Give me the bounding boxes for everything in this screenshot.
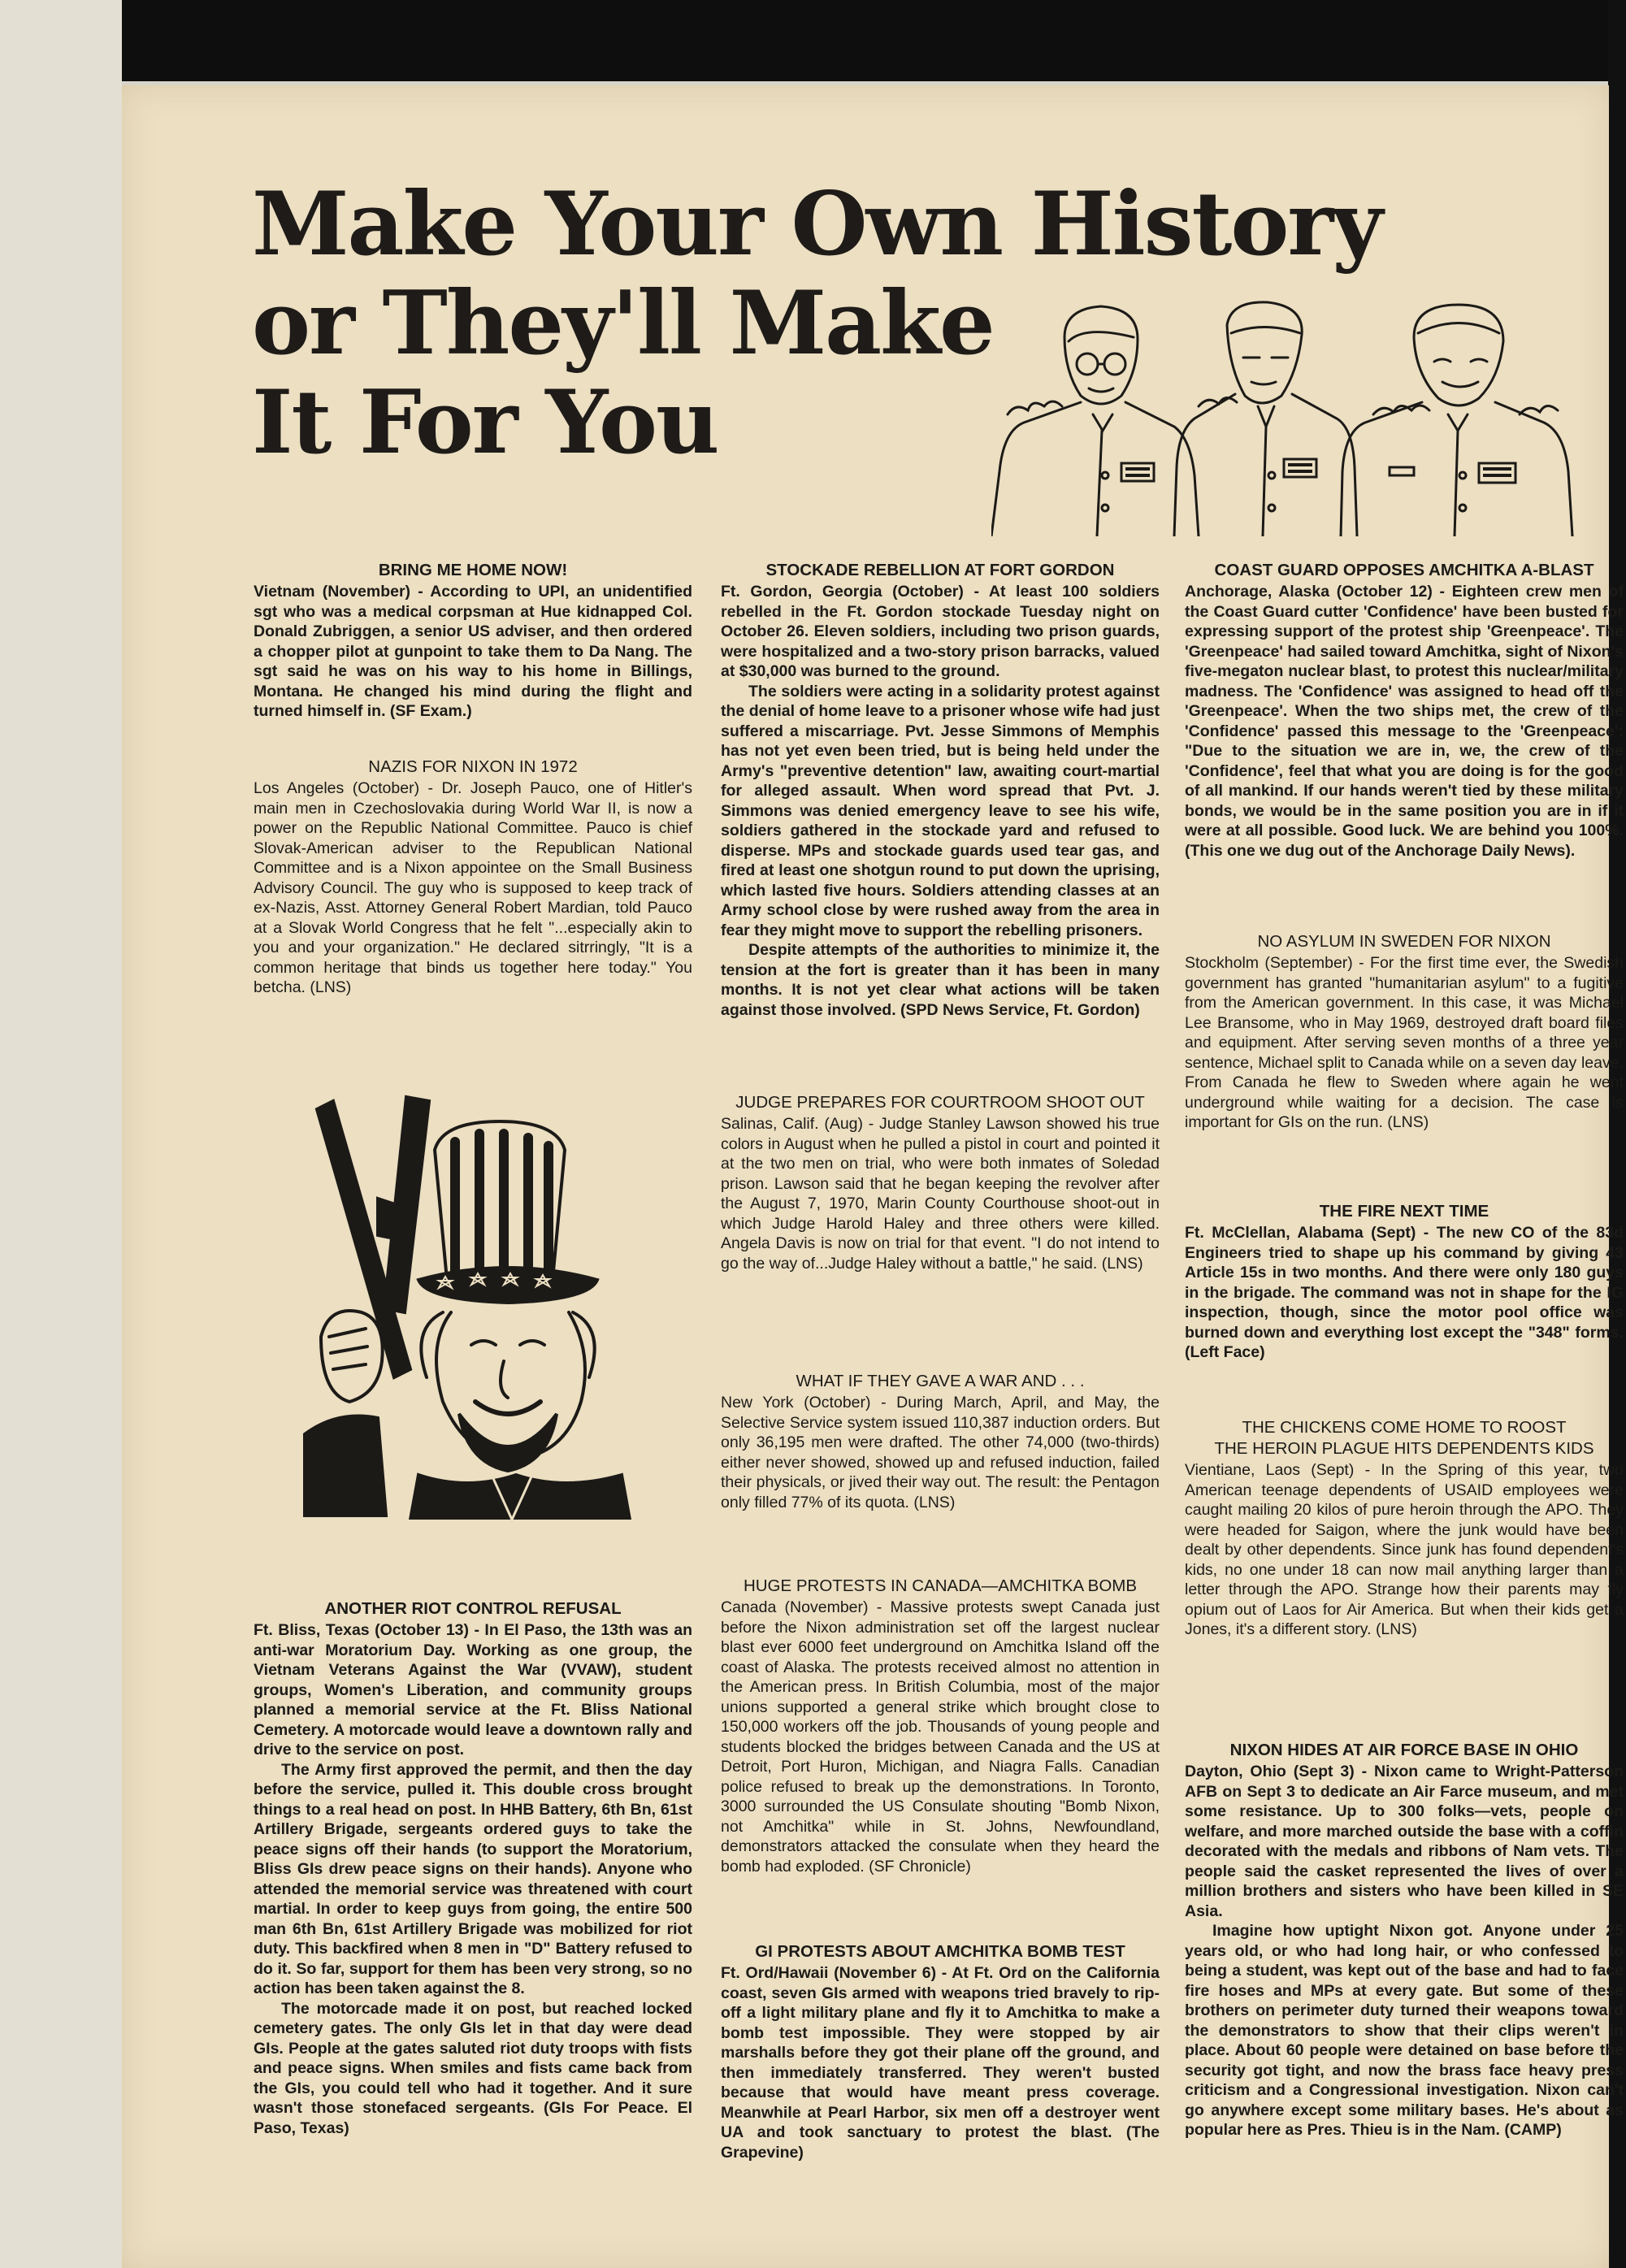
story-body: The soldiers were acting in a solidarity protest against the denial of home leave to a prisoner whose wife had just suffered a miscarriage. Pvt. Jesse Simmons of Memphis has not yet even been tried, but is being held under the Army's "preventive detention" law, awaiting court-martial for alleged assault. When word spread that Pvt. J. Simmons was denied emergency leave to see his wife, soldiers gathered in the stockade yard and refused to disperse. MPs and stockade guards used tear gas, and fired at least one shotgun round to put down the uprising, which lasted five hours. Soldiers attending classes at an Army school close by were rushed away from the area in fear they might move to support the rebelling prisoners. <box>721 682 1160 939</box>
story-body: The motorcade made it on post, but reached locked cemetery gates. The only GIs let in that day were dead GIs. People at the gates saluted riot duty troops with fists and peace signs. When smiles and fists came back from the GIs, you could tell who had it together. And it sure wasn't those stonefaced sergeants. (GIs For Peace. El Paso, Texas) <box>254 1999 692 2137</box>
officers-cartoon-illustration <box>991 301 1601 536</box>
story-title: ANOTHER RIOT CONTROL REFUSAL <box>324 1599 622 1618</box>
story-title: THE CHICKENS COME HOME TO ROOST <box>1242 1418 1567 1437</box>
story-subtitle: THE HEROIN PLAGUE HITS DEPENDENTS KIDS <box>1214 1439 1594 1458</box>
story-title: GI PROTESTS ABOUT AMCHITKA BOMB TEST <box>755 1942 1125 1961</box>
story-stockade-rebellion <box>721 561 1160 1020</box>
story-body: The Army first approved the permit, and then the day before the service, pulled it. This double cross brought things to a real head on post. In HHB Battery, 6th Bn, 61st Artillery Brigade, sergeants ordered guys to take the peace signs off their hands (to support the Moratorium, Bliss GIs drew peace signs on their hands). Anyone who attended the memorial service was threatened with court martial. In order to keep guys from going, the entire 500 man 6th Bn, 61st Artillery Brigade was mobilized for riot duty. This backfired when 8 men in "D" Battery refused to do it. So far, support for them has been very strong, so no action has been taken against the 8. <box>254 1760 692 1997</box>
story-gi-protests-amchitka <box>721 1942 1160 2162</box>
story-body: Ft. Ord/Hawaii (November 6) - At Ft. Ord on the California coast, seven GIs armed with weapons tried bravely to rip-off a light military plane and fly it to Amchitka to make a bomb test impossible. They were stopped by air marshalls before they got their plane off the ground, and then immediately transferred. They weren't busted because that would have meant press coverage. Meanwhile at Pearl Harbor, six men off a destroyer went UA and took sanctuary to protest the blast. (The Grapevine) <box>721 1964 1160 2162</box>
story-body: Ft. Gordon, Georgia (October) - At least 100 soldiers rebelled in the Ft. Gordon stockade Tuesday night on October 26. Eleven soldiers, including two prison guards, were hospitalized and a two-story prison barracks, valued at $30,000 was burned to the ground. <box>721 583 1160 680</box>
story-body: Dayton, Ohio (Sept 3) - Nixon came to Wright-Patterson AFB on Sept 3 to dedicate an Air Farce museum, and met some resistance. Up to 300 folks—vets, people on welfare, and more marched outside the base with a coffin decorated with the medals and ribbons of Nam vets. The people said the casket represented the lives of over a million brothers and sisters who have been killed in SE Asia. <box>1185 1763 1624 1920</box>
story-body: Ft. McClellan, Alabama (Sept) - The new CO of the 83d Engineers tried to shape up his command by giving 43 Article 15s in two months. And there were only 180 guys in the brigade. The command was not in shape for the IG inspection, though, since the motor pool office was burned down and everything lost except the "348" forms. (Left Face) <box>1185 1224 1624 1361</box>
story-canada-protests <box>721 1576 1160 1876</box>
story-title: NIXON HIDES AT AIR FORCE BASE IN OHIO <box>1229 1741 1579 1759</box>
story-body: Imagine how uptight Nixon got. Anyone under 25 years old, or who had long hair, or who confessed to being a student, was kept out of the base and had to face fire hoses and MPs at every gate. But some of these brothers on perimeter duty turned their weapons toward the demonstrators to show that their clips weren't in place. About 60 people were detained on base before the security got tight, and now the brass face heavy press criticism and a Congressional investigation. Nixon can't go anywhere except some military bases. He's about as popular here as Pres. Thieu is in the Nam. (CAMP) <box>1185 1922 1624 2139</box>
story-body: Vietnam (November) - According to UPI, an unidentified sgt who was a medical corpsman at Hue kidnapped Col. Donald Zubriggen, a senior US adviser, and then ordered a chopper pilot at gunpoint to take them to Da Nang. The sgt said he was on his way to his home in Billings, Montana. He changed his mind during the flight and turned himself in. (SF Exam.) <box>254 583 692 720</box>
story-coast-guard <box>1185 561 1624 861</box>
story-bring-me-home <box>254 561 692 722</box>
story-body: Los Angeles (October) - Dr. Joseph Pauco, one of Hitler's main men in Czechoslovakia during World War II, is now a power on the Republic National Committee. Pauco is chief Slovak-American adviser to the Republican National Committee and is a Nixon appointee on the Small Business Advisory Council. The guy who is supposed to keep track of ex-Nazis, Asst. Attorney General Robert Mardian, told Pauco at a Slovak World Congress that he felt "...especially akin to you and your organization." He declared sitrringly, "It is a common heritage that binds us together here today." You betcha. (LNS) <box>254 779 692 996</box>
scan-border-top <box>0 0 1626 81</box>
story-body: Ft. Bliss, Texas (October 13) - In El Paso, the 13th was an anti-war Moratorium Day. Working as one group, the Vietnam Veterans Against the War (VVAW), student groups, Women's Liberation, and community groups planned a memorial service at the Ft. Bliss National Cemetery. A motorcade would leave a downtown rally and drive to the service on post. <box>254 1621 692 1758</box>
story-gave-a-war <box>721 1372 1160 1512</box>
story-title: NO ASYLUM IN SWEDEN FOR NIXON <box>1257 932 1551 951</box>
story-title: WHAT IF THEY GAVE A WAR AND . . . <box>796 1372 1085 1390</box>
story-fire-next-time <box>1185 1202 1624 1363</box>
story-title: STOCKADE REBELLION AT FORT GORDON <box>765 561 1115 579</box>
story-body: Vientiane, Laos (Sept) - In the Spring of this year, two American teenage dependents of USAID employees were caught mailing 20 kilos of pure heroin through the APO. They were headed for Saigon, where the junk would have been dealt by other dependents. Since junk has found dependent's kids, no one under 18 can now mail anything larger than a letter through the APO. Strange how their parents may fly opium out of Laos for Air America. But when their kids get a Jones, it's a different story. (LNS) <box>1185 1461 1624 1638</box>
story-body: Despite attempts of the authorities to minimize it, the tension at the fort is greater than it has been in many months. It is not yet clear what actions will be taken against those involved. (SPD News Service, Ft. Gordon) <box>721 941 1160 1019</box>
story-body: Stockholm (September) - For the first time ever, the Swedish government has granted "humanitarian asylum" to a fugitive from the American government. In this case, it was Michael Lee Bransome, who in May 1969, destroyed draft board files and equipment. After serving seven months of a three year sentence, Michael split to Canada while on a seven day leave. From Canada he flew to Sweden where again he went underground while waiting for a decision. The case is important for GIs on the run. (LNS) <box>1185 954 1624 1131</box>
story-judge-shoot-out <box>721 1093 1160 1273</box>
story-title: HUGE PROTESTS IN CANADA—AMCHITKA BOMB <box>743 1576 1138 1595</box>
story-title: JUDGE PREPARES FOR COURTROOM SHOOT OUT <box>735 1093 1145 1112</box>
story-body: Anchorage, Alaska (October 12) - Eighteen crew men of the Coast Guard cutter 'Confidence' have been busted for expressing support of the protest ship 'Greenpeace'. The 'Greenpeace' had sailed toward Amchitka, sight of Nixon's five-megaton nuclear blast, to protest this nuclear/military madness. The 'Confidence' was assigned to head off the 'Greenpeace'. When the two ships met, the crew of the 'Confidence' passed this message to the 'Greenpeace': "Due to the situation we are in, we, the crew of the 'Confidence', feel that what you are doing is for the good of all mankind. If our hands weren't tied by these military bonds, we would be in the same position you are in if it were at all possible. Good luck. We are behind you 100%. (This one we dug out of the Anchorage Daily News). <box>1185 583 1624 860</box>
headline-line-1: Make Your Own History <box>252 173 1382 275</box>
headline-line-3: It For You <box>252 371 718 474</box>
story-nixon-hides <box>1185 1741 1624 2140</box>
story-riot-control-refusal <box>254 1599 692 2138</box>
story-body: New York (October) - During March, April, and May, the Selective Service system issued 110,387 induction orders. But only 36,195 men were drafted. The other 74,000 (two-thirds) either never showed, showed up and refused induction, failed their physicals, or jived their way out. The result: the Pentagon only filled 77% of its quota. (LNS) <box>721 1394 1160 1511</box>
story-title: NAZIS FOR NIXON IN 1972 <box>368 757 578 776</box>
story-title: COAST GUARD OPPOSES AMCHITKA A-BLAST <box>1214 561 1594 579</box>
story-body: Salinas, Calif. (Aug) - Judge Stanley Lawson showed his true colors in August when he pulled a pistol in court and pointed it at the two men on trial, who were both inmates of Soledad prison. Lawson said that he began keeping the revolver after the August 7, 1970, Marin County Courthouse shoot-out in which Judge Harold Haley and three others were killed. Angela Davis is now on trial for that event. "I do not intend to go the way of...Judge Haley without a battle," he said. (LNS) <box>721 1115 1160 1273</box>
story-no-asylum-sweden <box>1185 932 1624 1133</box>
story-chickens-roost <box>1185 1418 1624 1640</box>
story-body: Canada (November) - Massive protests swept Canada just before the Nixon administration set off the largest nuclear blast ever 6000 feet underground on Amchitka Island off the coast of Alaska. The protests received almost no attention in the American press. In British Columbia, most of the major unions supported a general strike which brought close to 150,000 workers off the job. Thousands of young people and students blocked the bridges between Canada and the US at Detroit, Port Huron, Michigan, and Niagra Falls. Canadian police refused to break up the demonstrations. In Toronto, 3000 surrounded the US Consulate shouting "Bomb Nixon, not Amchitka" while in St. Johns, Newfoundland, demonstrators attacked the consulate when they heard the bomb had exploded. (SF Chronicle) <box>721 1598 1160 1876</box>
story-title: BRING ME HOME NOW! <box>378 561 568 579</box>
scan-border-left <box>0 0 122 2268</box>
headline-line-2: or They'll Make <box>252 272 994 375</box>
story-nazis-for-nixon <box>254 757 692 998</box>
uncle-sam-with-rifle-illustration <box>297 1093 646 1520</box>
story-title: THE FIRE NEXT TIME <box>1319 1202 1489 1221</box>
